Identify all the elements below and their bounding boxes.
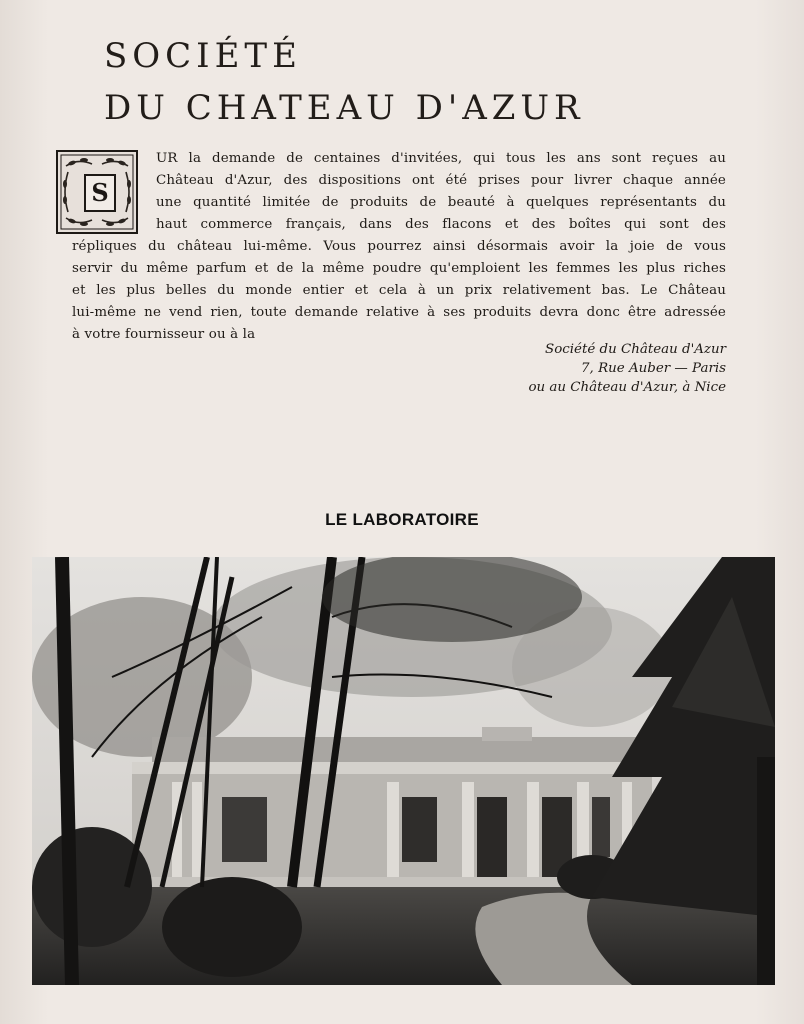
laboratory-photo bbox=[32, 557, 775, 985]
body-line: une quantité limitée de produits de beauté à quelques représentants du bbox=[156, 195, 726, 210]
title-line-1: SOCIÉTÉ bbox=[104, 36, 302, 76]
title-line-2: DU CHATEAU D'AZUR bbox=[104, 88, 585, 128]
body-line: répliques du château lui-même. Vous pourrez ainsi désormais avoir la joie de vous bbox=[72, 239, 726, 254]
body-paragraph-indented bbox=[156, 148, 726, 236]
page-title bbox=[104, 30, 585, 134]
body-line: et les plus belles du monde entier et cela à un prix relativement bas. Le Château bbox=[72, 283, 726, 298]
body-line: servir du même parfum et de la même poudre qu'emploient les femmes les plus riches bbox=[72, 261, 726, 276]
photo-caption: LE LABORATOIRE bbox=[325, 510, 479, 529]
address-line-3: ou au Château d'Azur, à Nice bbox=[528, 380, 726, 395]
dropcap-letter: S bbox=[84, 174, 116, 212]
body-line: Château d'Azur, des dispositions ont été prises pour livrer chaque année bbox=[156, 173, 726, 188]
ornamental-dropcap bbox=[56, 150, 138, 234]
body-line: à votre fournisseur ou à la bbox=[72, 327, 256, 342]
address-line-2: 7, Rue Auber — Paris bbox=[581, 361, 726, 376]
villa-garden-image bbox=[32, 557, 775, 985]
body-line: lui-même ne vend rien, toute demande relative à ses produits devra donc être adressée bbox=[72, 305, 726, 320]
address-line-1: Société du Château d'Azur bbox=[545, 342, 726, 357]
body-paragraph-full bbox=[72, 236, 726, 346]
address-block bbox=[528, 340, 726, 397]
body-line: haut commerce français, dans des flacons et des boîtes qui sont des bbox=[156, 217, 726, 232]
body-line: UR la demande de centaines d'invitées, qui tous les ans sont reçues au bbox=[156, 151, 726, 166]
